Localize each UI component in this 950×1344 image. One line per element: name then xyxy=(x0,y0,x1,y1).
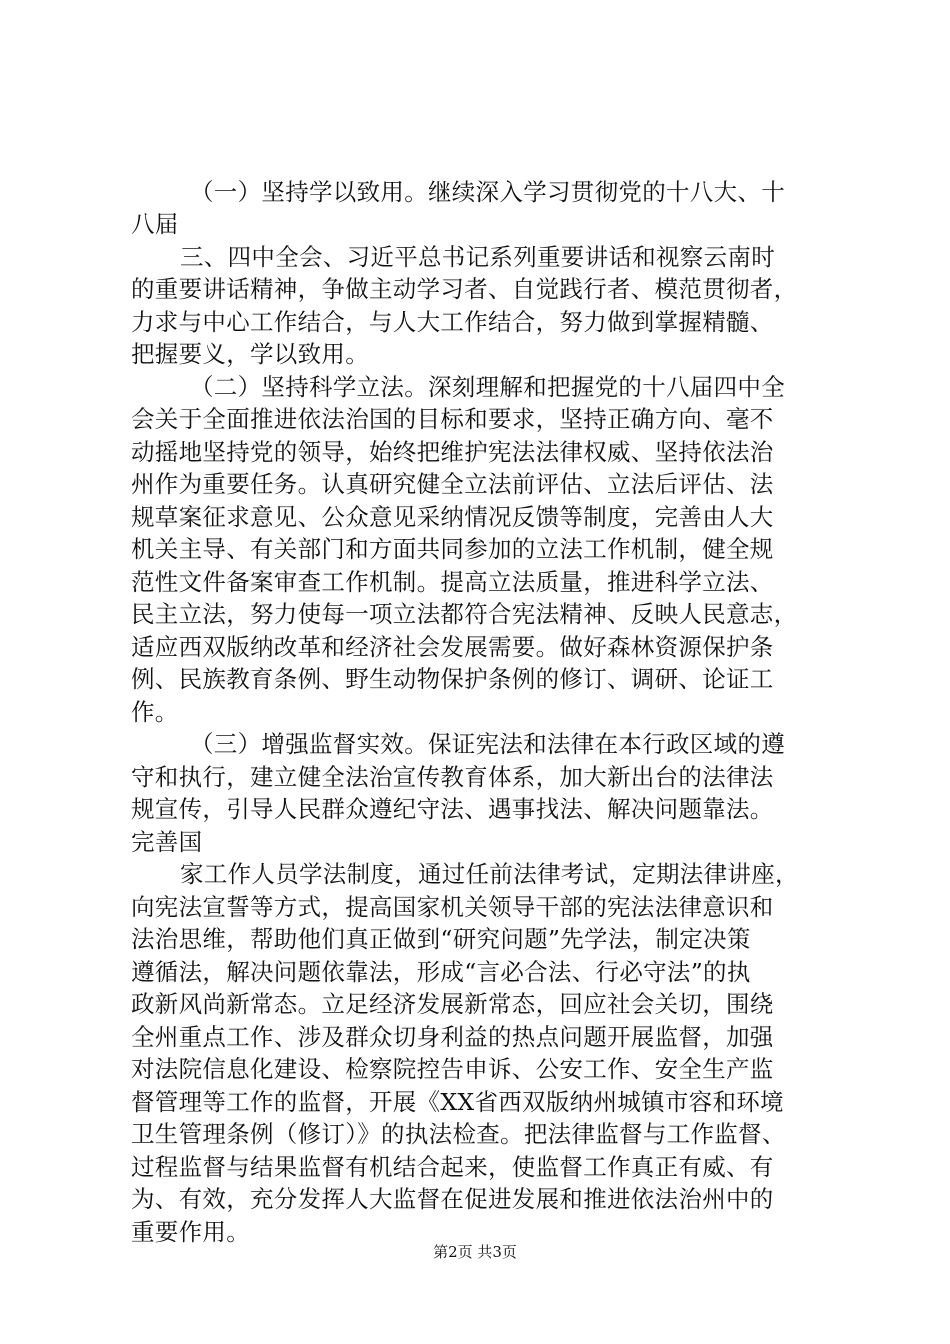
paragraph-3-line-8: 民主立法，努力使每一项立法都符合宪法精神、反映人民意志， xyxy=(131,600,798,628)
paragraph-3-line-5: 规草案征求意见、公众意见采纳情况反馈等制度，完善由人大 xyxy=(131,503,774,531)
paragraph-5-line-12: 重要作用。 xyxy=(131,1218,250,1246)
paragraph-4-line-2: 守和执行，建立健全法治宣传教育体系，加大新出台的法律法 xyxy=(131,763,774,791)
paragraph-3-line-3: 动摇地坚持党的领导，始终把维护宪法法律权威、坚持依法治 xyxy=(131,438,774,466)
paragraph-1-line-1: （一）坚持学以致用。继续深入学习贯彻党的十八大、十 xyxy=(190,178,785,206)
paragraph-2-line-3: 力求与中心工作结合，与人大工作结合，努力做到掌握精髓、 xyxy=(131,308,774,336)
paragraph-3-line-9: 适应西双版纳改革和经济社会发展需要。做好森林资源保护条 xyxy=(131,633,774,661)
paragraph-2-line-4: 把握要义，学以致用。 xyxy=(131,340,369,368)
paragraph-5-line-9: 卫生管理条例（修订）》的执法检查。把法律监督与工作监督、 xyxy=(131,1120,786,1148)
paragraph-2-line-2: 的重要讲话精神，争做主动学习者、自觉践行者、模范贯彻者， xyxy=(131,275,798,303)
paragraph-5-line-5: 政新风尚新常态。立足经济发展新常态，回应社会关切，围绕 xyxy=(131,990,774,1018)
paragraph-1-line-2: 八届 xyxy=(131,210,179,238)
paragraph-5-line-6: 全州重点工作、涉及群众切身利益的热点问题开展监督，加强 xyxy=(131,1023,774,1051)
paragraph-4-line-1: （三）增强监督实效。保证宪法和法律在本行政区域的遵 xyxy=(190,730,785,758)
paragraph-5-line-2: 向宪法宣誓等方式，提高国家机关领导干部的宪法法律意识和 xyxy=(131,893,774,921)
paragraph-5-line-8: 督管理等工作的监督，开展《XX省西双版纳州城镇市容和环境 xyxy=(131,1088,784,1116)
paragraph-2-line-1: 三、四中全会、习近平总书记系列重要讲话和视察云南时 xyxy=(180,243,775,271)
paragraph-4-line-4: 完善国 xyxy=(131,828,203,856)
paragraph-3-line-7: 范性文件备案审查工作机制。提高立法质量，推进科学立法、 xyxy=(131,568,774,596)
paragraph-3-line-2: 会关于全面推进依法治国的目标和要求，坚持正确方向、毫不 xyxy=(131,405,774,433)
paragraph-5-line-1: 家工作人员学法制度，通过任前法律考试，定期法律讲座， xyxy=(180,860,799,888)
paragraph-4-line-3: 规宣传，引导人民群众遵纪守法、遇事找法、解决问题靠法。 xyxy=(131,795,774,823)
paragraph-3-line-4: 州作为重要任务。认真研究健全立法前评估、立法后评估、法 xyxy=(131,470,774,498)
paragraph-5-line-11: 为、有效，充分发挥人大监督在促进发展和推进依法治州中的 xyxy=(131,1185,774,1213)
paragraph-5-line-3: 法治思维，帮助他们真正做到“研究问题”先学法，制定决策 xyxy=(131,925,751,953)
paragraph-3-line-11: 作。 xyxy=(131,698,179,726)
paragraph-3-line-10: 例、民族教育条例、野生动物保护条例的修订、调研、论证工 xyxy=(131,665,774,693)
paragraph-3-line-1: （二）坚持科学立法。深刻理解和把握党的十八届四中全 xyxy=(190,373,785,401)
page-number-footer: 第2页 共3页 xyxy=(433,1243,517,1261)
paragraph-5-line-10: 过程监督与结果监督有机结合起来，使监督工作真正有威、有 xyxy=(131,1153,774,1181)
paragraph-5-line-7: 对法院信息化建设、检察院控告申诉、公安工作、安全生产监 xyxy=(131,1055,774,1083)
paragraph-5-line-4: 遵循法，解决问题依靠法，形成“言必合法、行必守法”的执 xyxy=(131,958,751,986)
paragraph-3-line-6: 机关主导、有关部门和方面共同参加的立法工作机制，健全规 xyxy=(131,535,774,563)
